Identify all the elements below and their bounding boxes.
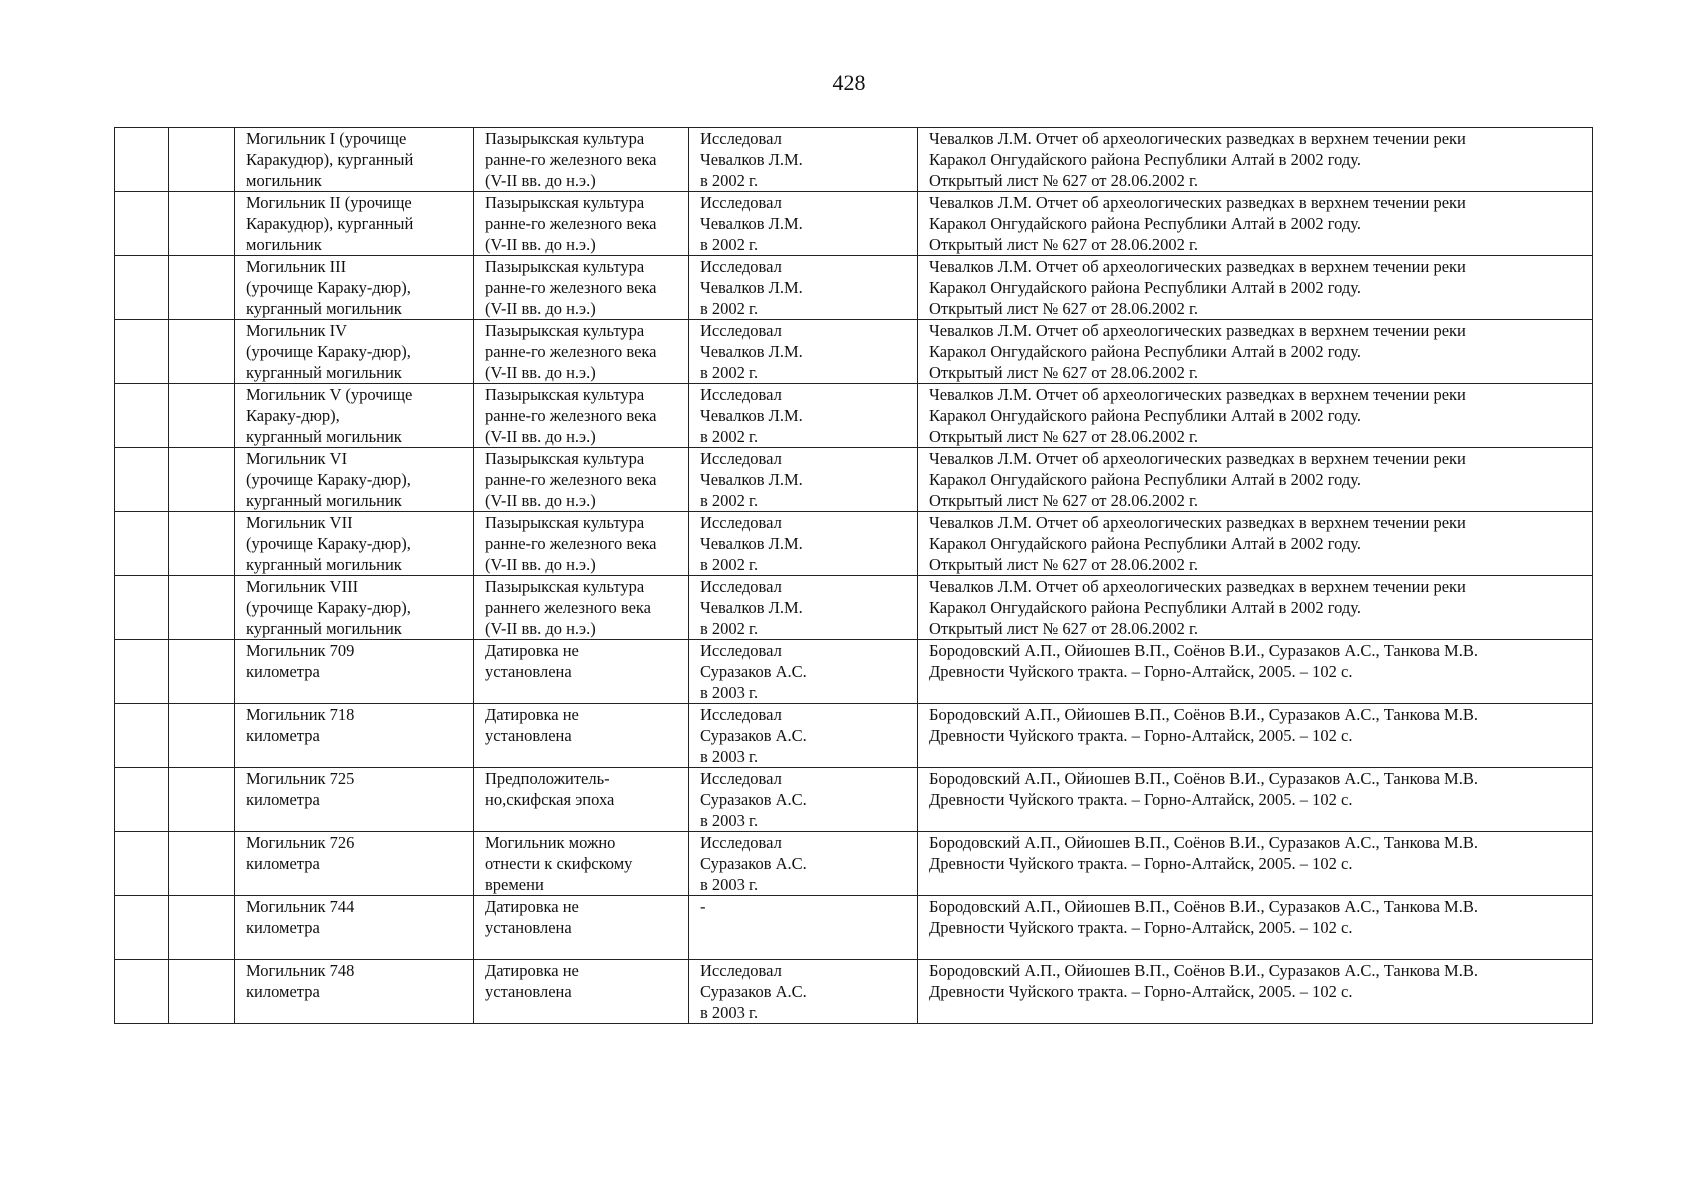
site-name-cell: Могильник II (урочище Каракудюр), курганный могильник [235, 192, 474, 256]
source-cell: Чевалков Л.М. Отчет об археологических разведках в верхнем течении реки Каракол Онгудайского района Республики Алтай в 2002 году. Открытый лист № 627 от 28.06.2002 г. [918, 128, 1593, 192]
source-cell: Чевалков Л.М. Отчет об археологических разведках в верхнем течении реки Каракол Онгудайского района Республики Алтай в 2002 году. Открытый лист № 627 от 28.06.2002 г. [918, 320, 1593, 384]
researcher-cell: Исследовал Чевалков Л.М. в 2002 г. [689, 512, 918, 576]
number-cell [115, 320, 169, 384]
code-cell [169, 704, 235, 768]
number-cell [115, 192, 169, 256]
source-cell: Бородовский А.П., Ойиошев В.П., Соёнов В.И., Суразаков А.С., Танкова М.В. Древности Чуйского тракта. – Горно-Алтайск, 2005. – 102 с. [918, 896, 1593, 960]
dating-cell: Пазырыкская культура ранне-го железного века (V-II вв. до н.э.) [474, 320, 689, 384]
dating-cell: Датировка не установлена [474, 704, 689, 768]
site-name-cell: Могильник V (урочище Караку-дюр), курганный могильник [235, 384, 474, 448]
number-cell [115, 704, 169, 768]
site-name-cell: Могильник 718 километра [235, 704, 474, 768]
code-cell [169, 384, 235, 448]
table-row [115, 896, 1593, 960]
table-row [115, 704, 1593, 768]
code-cell [169, 448, 235, 512]
dating-cell: Датировка не установлена [474, 960, 689, 1024]
number-cell [115, 832, 169, 896]
site-name-cell: Могильник VIII (урочище Караку-дюр), курганный могильник [235, 576, 474, 640]
site-name-cell: Могильник VI (урочище Караку-дюр), курганный могильник [235, 448, 474, 512]
source-cell: Бородовский А.П., Ойиошев В.П., Соёнов В.И., Суразаков А.С., Танкова М.В. Древности Чуйского тракта. – Горно-Алтайск, 2005. – 102 с. [918, 704, 1593, 768]
number-cell [115, 896, 169, 960]
researcher-cell: Исследовал Суразаков А.С. в 2003 г. [689, 832, 918, 896]
dating-cell: Могильник можно отнести к скифскому времени [474, 832, 689, 896]
table-row [115, 576, 1593, 640]
table-row [115, 128, 1593, 192]
number-cell [115, 576, 169, 640]
dating-cell: Предположитель- но,скифская эпоха [474, 768, 689, 832]
source-cell: Чевалков Л.М. Отчет об археологических разведках в верхнем течении реки Каракол Онгудайского района Республики Алтай в 2002 году. Открытый лист № 627 от 28.06.2002 г. [918, 256, 1593, 320]
researcher-cell: Исследовал Чевалков Л.М. в 2002 г. [689, 128, 918, 192]
dating-cell: Пазырыкская культура ранне-го железного века (V-II вв. до н.э.) [474, 384, 689, 448]
number-cell [115, 960, 169, 1024]
dating-cell: Пазырыкская культура ранне-го железного века (V-II вв. до н.э.) [474, 192, 689, 256]
code-cell [169, 512, 235, 576]
researcher-cell: Исследовал Чевалков Л.М. в 2002 г. [689, 256, 918, 320]
table-row [115, 448, 1593, 512]
dating-cell: Пазырыкская культура раннего железного века (V-II вв. до н.э.) [474, 576, 689, 640]
site-name-cell: Могильник 709 километра [235, 640, 474, 704]
dating-cell: Датировка не установлена [474, 896, 689, 960]
source-cell: Чевалков Л.М. Отчет об археологических разведках в верхнем течении реки Каракол Онгудайского района Республики Алтай в 2002 году. Открытый лист № 627 от 28.06.2002 г. [918, 448, 1593, 512]
number-cell [115, 256, 169, 320]
dating-cell: Датировка не установлена [474, 640, 689, 704]
source-cell: Чевалков Л.М. Отчет об археологических разведках в верхнем течении реки Каракол Онгудайского района Республики Алтай в 2002 году. Открытый лист № 627 от 28.06.2002 г. [918, 512, 1593, 576]
table-row [115, 256, 1593, 320]
site-name-cell: Могильник 744 километра [235, 896, 474, 960]
researcher-cell: Исследовал Чевалков Л.М. в 2002 г. [689, 192, 918, 256]
site-name-cell: Могильник IV (урочище Караку-дюр), курганный могильник [235, 320, 474, 384]
table-row [115, 832, 1593, 896]
number-cell [115, 128, 169, 192]
researcher-cell: Исследовал Суразаков А.С. в 2003 г. [689, 960, 918, 1024]
code-cell [169, 960, 235, 1024]
table-body [115, 128, 1593, 1024]
code-cell [169, 768, 235, 832]
site-name-cell: Могильник 726 километра [235, 832, 474, 896]
source-cell: Бородовский А.П., Ойиошев В.П., Соёнов В.И., Суразаков А.С., Танкова М.В. Древности Чуйского тракта. – Горно-Алтайск, 2005. – 102 с. [918, 960, 1593, 1024]
code-cell [169, 320, 235, 384]
source-cell: Чевалков Л.М. Отчет об археологических разведках в верхнем течении реки Каракол Онгудайского района Республики Алтай в 2002 году. Открытый лист № 627 от 28.06.2002 г. [918, 192, 1593, 256]
table-row [115, 960, 1593, 1024]
site-name-cell: Могильник I (урочище Каракудюр), курганный могильник [235, 128, 474, 192]
source-cell: Бородовский А.П., Ойиошев В.П., Соёнов В.И., Суразаков А.С., Танкова М.В. Древности Чуйского тракта. – Горно-Алтайск, 2005. – 102 с. [918, 640, 1593, 704]
table-row [115, 320, 1593, 384]
table-row [115, 768, 1593, 832]
source-cell: Бородовский А.П., Ойиошев В.П., Соёнов В.И., Суразаков А.С., Танкова М.В. Древности Чуйского тракта. – Горно-Алтайск, 2005. – 102 с. [918, 768, 1593, 832]
source-cell: Чевалков Л.М. Отчет об археологических разведках в верхнем течении реки Каракол Онгудайского района Республики Алтай в 2002 году. Открытый лист № 627 от 28.06.2002 г. [918, 576, 1593, 640]
dating-cell: Пазырыкская культура ранне-го железного века (V-II вв. до н.э.) [474, 448, 689, 512]
code-cell [169, 256, 235, 320]
researcher-cell: Исследовал Суразаков А.С. в 2003 г. [689, 640, 918, 704]
site-name-cell: Могильник 725 километра [235, 768, 474, 832]
code-cell [169, 576, 235, 640]
code-cell [169, 896, 235, 960]
researcher-cell: Исследовал Чевалков Л.М. в 2002 г. [689, 384, 918, 448]
researcher-cell: Исследовал Чевалков Л.М. в 2002 г. [689, 320, 918, 384]
archaeological-sites-table [114, 127, 1593, 1024]
number-cell [115, 640, 169, 704]
code-cell [169, 128, 235, 192]
researcher-cell: Исследовал Чевалков Л.М. в 2002 г. [689, 448, 918, 512]
page-number: 428 [832, 70, 866, 95]
site-name-cell: Могильник VII (урочище Караку-дюр), курганный могильник [235, 512, 474, 576]
code-cell [169, 640, 235, 704]
dating-cell: Пазырыкская культура ранне-го железного века (V-II вв. до н.э.) [474, 128, 689, 192]
table-row [115, 192, 1593, 256]
site-name-cell: Могильник 748 километра [235, 960, 474, 1024]
table-row [115, 512, 1593, 576]
source-cell: Чевалков Л.М. Отчет об археологических разведках в верхнем течении реки Каракол Онгудайского района Республики Алтай в 2002 году. Открытый лист № 627 от 28.06.2002 г. [918, 384, 1593, 448]
number-cell [115, 448, 169, 512]
source-cell: Бородовский А.П., Ойиошев В.П., Соёнов В.И., Суразаков А.С., Танкова М.В. Древности Чуйского тракта. – Горно-Алтайск, 2005. – 102 с. [918, 832, 1593, 896]
site-name-cell: Могильник III (урочище Караку-дюр), курганный могильник [235, 256, 474, 320]
table-row [115, 384, 1593, 448]
researcher-cell: - [689, 896, 918, 960]
researcher-cell: Исследовал Чевалков Л.М. в 2002 г. [689, 576, 918, 640]
code-cell [169, 832, 235, 896]
number-cell [115, 384, 169, 448]
code-cell [169, 192, 235, 256]
researcher-cell: Исследовал Суразаков А.С. в 2003 г. [689, 704, 918, 768]
number-cell [115, 768, 169, 832]
dating-cell: Пазырыкская культура ранне-го железного века (V-II вв. до н.э.) [474, 256, 689, 320]
dating-cell: Пазырыкская культура ранне-го железного века (V-II вв. до н.э.) [474, 512, 689, 576]
table-row [115, 640, 1593, 704]
number-cell [115, 512, 169, 576]
researcher-cell: Исследовал Суразаков А.С. в 2003 г. [689, 768, 918, 832]
